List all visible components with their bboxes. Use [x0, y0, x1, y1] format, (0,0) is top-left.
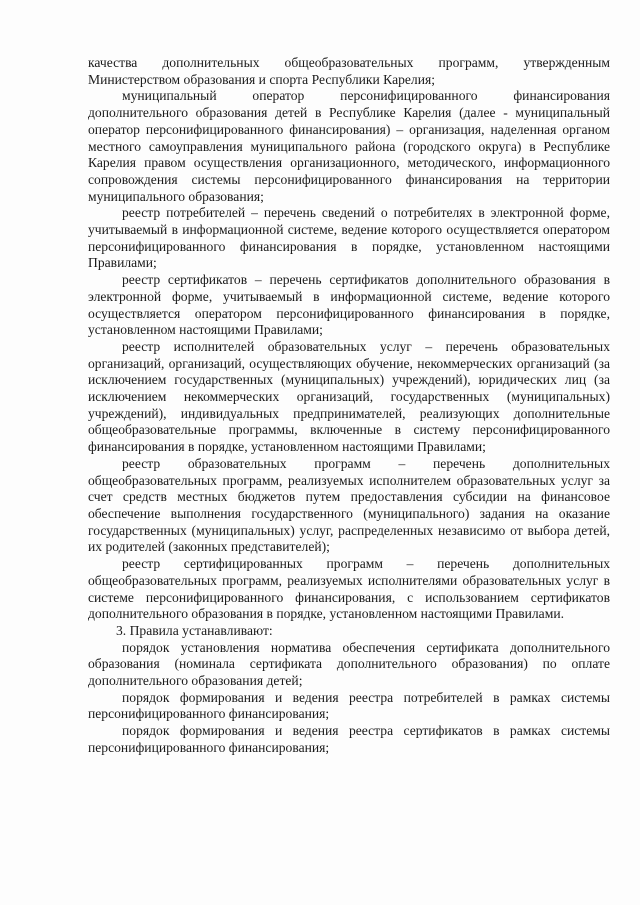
paragraph-certified-program-registry: реестр сертифицированных программ – перечень дополнительных общеобразовательных программ, реализуемых исполнителями образовательных услуг в системе персонифицированного финансирования, с использованием сертификатов дополнительного образования в порядке, установленном настоящими Правилами.: [88, 556, 610, 622]
paragraph-consumer-registry-procedure: порядок формирования и ведения реестра потребителей в рамках системы персонифицированного финансирования;: [88, 689, 610, 722]
paragraph-certificate-registry-procedure: порядок формирования и ведения реестра сертификатов в рамках системы персонифицированного финансирования;: [88, 723, 610, 755]
paragraph-rules-establish: 3. Правила устанавливают:: [116, 622, 273, 638]
paragraph-quality-continuation: качества дополнительных общеобразовательных программ, утвержденным Министерством образования и спорта Республики Карелия;: [88, 55, 610, 87]
paragraph-program-registry: реестр образовательных программ – перечень дополнительных общеобразовательных программ, реализуемых исполнителем образовательных услуг за счет средств местных бюджетов путем предоставления субсидии на финансовое обеспечение выполнения государственного (муниципального) задания на оказание государственных (муниципальных) услуг, распределенных независимо от выбора детей, их родителей (законных представителей);: [88, 455, 610, 555]
paragraph-consumer-registry: реестр потребителей – перечень сведений о потребителях в электронной форме, учитываемый в информационной системе, ведение которого осуществляется оператором персонифицированного финансирования в порядке, установленном настоящими Правилами;: [88, 205, 610, 271]
document-body: [88, 55, 610, 757]
paragraph-provider-registry: реестр исполнителей образовательных услуг – перечень образовательных организаций, организаций, осуществляющих обучение, некоммерческих организаций (за исключением государственных (муниципальных) учреждений), юридических лиц (за исключением некоммерческих организаций, государственных (муниципальных) учреждений), индивидуальных предпринимателей, реализующих дополнительные общеобразовательные программы, включенные в систему персонифицированного финансирования в порядке, установленном настоящими Правилами;: [88, 338, 610, 455]
paragraph-municipal-operator: муниципальный оператор персонифицированного финансирования дополнительного образования детей в Республике Карелия (далее - муниципальный оператор персонифицированного финансирования) – организация, наделенная органом местного самоуправления муниципального района (городского округа) в Республике Карелия правом осуществления организационного, методического, информационного сопровождения системы персонифицированного финансирования на территории муниципального образования;: [88, 88, 610, 204]
paragraph-norm-procedure: порядок установления норматива обеспечения сертификата дополнительного образования (номинала сертификата дополнительного образования) по оплате дополнительного образования детей;: [88, 639, 610, 689]
paragraph-certificate-registry: реестр сертификатов – перечень сертификатов дополнительного образования в электронной форме, учитываемый в информационной системе, ведение которого осуществляется оператором персонифицированного финансирования в порядке, установленном настоящими Правилами;: [88, 272, 610, 338]
